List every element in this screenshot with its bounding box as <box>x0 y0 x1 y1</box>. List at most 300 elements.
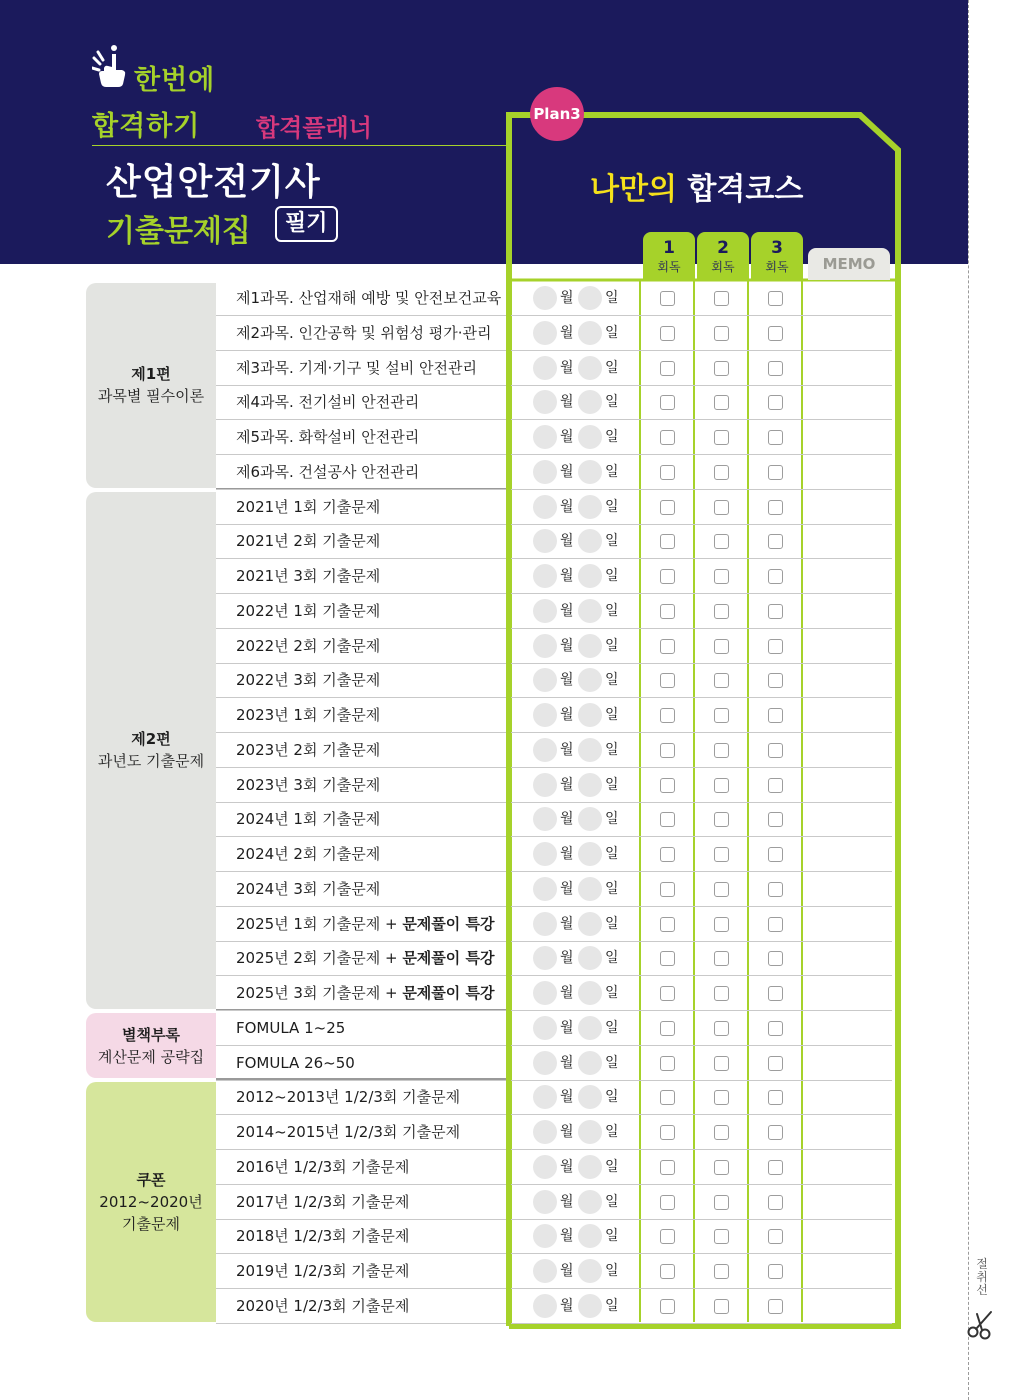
month-input[interactable] <box>533 946 557 970</box>
table-row <box>216 907 892 942</box>
month-unit: 월 <box>560 672 574 689</box>
month-input[interactable] <box>533 773 557 797</box>
month-input[interactable] <box>533 1120 557 1144</box>
table-row <box>216 1219 892 1254</box>
row-topic <box>236 1289 409 1323</box>
day-input[interactable] <box>578 946 602 970</box>
month-unit: 월 <box>560 985 574 1001</box>
month-unit: 월 <box>560 394 574 411</box>
day-input[interactable] <box>578 1051 602 1075</box>
round-2-checkbox[interactable] <box>714 395 729 410</box>
table-row <box>216 1011 892 1046</box>
topic-extra: 문제풀이 특강 <box>402 914 495 933</box>
round-3-checkbox[interactable] <box>768 604 783 619</box>
table-row <box>216 524 892 559</box>
table-row <box>216 351 892 386</box>
row-topic <box>236 1150 409 1184</box>
round-2-checkbox[interactable] <box>714 1299 729 1314</box>
table-row <box>216 490 892 525</box>
row-topic <box>236 1254 409 1288</box>
round-tab-3 <box>751 232 803 280</box>
round-1-checkbox[interactable] <box>660 1264 675 1279</box>
title-rule <box>92 145 512 146</box>
scissors-icon <box>965 1308 997 1340</box>
row-topic <box>236 733 380 767</box>
row-topic <box>236 837 380 871</box>
month-input[interactable] <box>533 495 557 519</box>
month-input[interactable] <box>533 842 557 866</box>
section-title: 쿠폰 <box>136 1170 166 1189</box>
topic-text: 제5과목. 화학설비 안전관리 <box>236 428 420 446</box>
section-title: 제1편 <box>131 365 171 384</box>
round-2-checkbox[interactable] <box>714 847 729 862</box>
round-1-checkbox[interactable] <box>660 778 675 793</box>
row-topic <box>236 629 380 663</box>
round-3-checkbox[interactable] <box>768 882 783 897</box>
round-1-checkbox[interactable] <box>660 1090 675 1105</box>
round-1-checkbox[interactable] <box>660 1021 675 1036</box>
day-input[interactable] <box>578 1085 602 1109</box>
day-input[interactable] <box>578 390 602 414</box>
round-3-checkbox[interactable] <box>768 743 783 758</box>
round-3-checkbox[interactable] <box>768 430 783 445</box>
round-3-checkbox[interactable] <box>768 1299 783 1314</box>
day-unit: 일 <box>605 463 619 480</box>
month-input[interactable] <box>533 425 557 449</box>
topic-text: 2023년 1회 기출문제 <box>236 706 381 724</box>
day-input[interactable] <box>578 1224 602 1248</box>
round-1-checkbox[interactable] <box>660 812 675 827</box>
topic-text: 2014~2015년 1/2/3회 기출문제 <box>236 1123 461 1141</box>
round-label: 회독 <box>765 260 789 274</box>
round-3-checkbox[interactable] <box>768 1125 783 1140</box>
section-label <box>86 1013 216 1079</box>
month-input[interactable] <box>533 356 557 380</box>
table-row <box>216 559 892 594</box>
day-input[interactable] <box>578 286 602 310</box>
round-3-checkbox[interactable] <box>768 708 783 723</box>
month-unit: 월 <box>560 324 574 341</box>
round-3-checkbox[interactable] <box>768 500 783 515</box>
day-unit: 일 <box>605 811 619 828</box>
round-3-checkbox[interactable] <box>768 1160 783 1175</box>
round-3-checkbox[interactable] <box>768 951 783 966</box>
day-input[interactable] <box>578 564 602 588</box>
day-unit: 일 <box>605 672 619 689</box>
topic-text: 제4과목. 전기설비 안전관리 <box>236 393 420 412</box>
row-topic <box>236 941 494 975</box>
day-input[interactable] <box>578 773 602 797</box>
pointing-hand-icon <box>92 44 132 88</box>
month-unit: 월 <box>560 1193 574 1210</box>
exam-type-badge: 필기 <box>275 206 338 242</box>
day-input[interactable] <box>578 634 602 658</box>
day-unit: 일 <box>605 394 619 411</box>
round-3-checkbox[interactable] <box>768 326 783 341</box>
table-row <box>216 837 892 872</box>
table-row <box>216 976 892 1011</box>
topic-text: 2019년 1/2/3회 기출문제 <box>236 1262 410 1280</box>
day-input[interactable] <box>578 842 602 866</box>
day-unit: 일 <box>605 359 619 376</box>
row-topic <box>236 594 380 628</box>
brand-line2: 합격하기 <box>92 111 201 142</box>
round-1-checkbox[interactable] <box>660 326 675 341</box>
topic-text: 2022년 3회 기출문제 <box>236 671 381 690</box>
day-input[interactable] <box>578 1016 602 1040</box>
topic-text: 2024년 1회 기출문제 <box>236 810 381 829</box>
round-number: 3 <box>771 238 783 258</box>
month-input[interactable] <box>533 321 557 345</box>
month-input[interactable] <box>533 564 557 588</box>
round-2-checkbox[interactable] <box>714 812 729 827</box>
round-3-checkbox[interactable] <box>768 986 783 1001</box>
month-input[interactable] <box>533 1085 557 1109</box>
round-2-checkbox[interactable] <box>714 1021 729 1036</box>
day-unit: 일 <box>605 846 619 862</box>
month-input[interactable] <box>533 877 557 901</box>
round-2-checkbox[interactable] <box>714 882 729 897</box>
month-unit: 월 <box>560 498 574 515</box>
day-unit: 일 <box>605 1124 619 1140</box>
round-1-checkbox[interactable] <box>660 951 675 966</box>
memo-tab: MEMO <box>808 248 890 280</box>
month-unit: 월 <box>560 846 574 862</box>
day-input[interactable] <box>578 912 602 936</box>
month-unit: 월 <box>560 1297 574 1314</box>
round-2-checkbox[interactable] <box>714 569 729 584</box>
row-topic <box>236 351 477 385</box>
day-unit: 일 <box>605 1089 619 1106</box>
table-row <box>216 663 892 698</box>
round-tab-2 <box>697 232 749 280</box>
month-input[interactable] <box>533 1051 557 1075</box>
month-unit: 월 <box>560 1019 574 1036</box>
table-row <box>216 733 892 768</box>
month-unit: 월 <box>560 602 574 619</box>
day-unit: 일 <box>605 602 619 619</box>
month-unit: 월 <box>560 1228 574 1245</box>
month-unit: 월 <box>560 1089 574 1106</box>
round-3-checkbox[interactable] <box>768 395 783 410</box>
round-1-checkbox[interactable] <box>660 1229 675 1244</box>
day-input[interactable] <box>578 356 602 380</box>
table-row <box>216 1080 892 1115</box>
round-2-checkbox[interactable] <box>714 1090 729 1105</box>
day-input[interactable] <box>578 1120 602 1144</box>
month-input[interactable] <box>533 1259 557 1283</box>
round-3-checkbox[interactable] <box>768 639 783 654</box>
round-label: 회독 <box>711 260 735 274</box>
month-input[interactable] <box>533 1294 557 1318</box>
topic-text: 2023년 3회 기출문제 <box>236 775 381 794</box>
round-1-checkbox[interactable] <box>660 534 675 549</box>
round-1-checkbox[interactable] <box>660 882 675 897</box>
row-divider <box>216 1323 506 1324</box>
round-3-checkbox[interactable] <box>768 1264 783 1279</box>
round-1-checkbox[interactable] <box>660 569 675 584</box>
month-unit: 월 <box>560 290 574 306</box>
round-2-checkbox[interactable] <box>714 1229 729 1244</box>
day-input[interactable] <box>578 877 602 901</box>
round-2-checkbox[interactable] <box>714 500 729 515</box>
row-topic <box>236 1115 460 1149</box>
day-input[interactable] <box>578 460 602 484</box>
month-unit: 월 <box>560 533 574 550</box>
round-1-checkbox[interactable] <box>660 1056 675 1071</box>
section-subtitle: 기출문제 <box>122 1214 180 1233</box>
row-topic <box>236 490 380 524</box>
round-2-checkbox[interactable] <box>714 986 729 1001</box>
section-title: 제2편 <box>131 730 171 749</box>
round-3-checkbox[interactable] <box>768 569 783 584</box>
month-unit: 월 <box>560 1263 574 1279</box>
day-unit: 일 <box>605 741 619 758</box>
topic-text: 2021년 2회 기출문제 <box>236 532 381 551</box>
row-topic <box>236 559 380 593</box>
round-3-checkbox[interactable] <box>768 917 783 932</box>
table-row <box>216 281 892 316</box>
round-3-checkbox[interactable] <box>768 812 783 827</box>
month-input[interactable] <box>533 1224 557 1248</box>
round-tab-1 <box>643 232 695 280</box>
table-row <box>216 1289 892 1324</box>
round-1-checkbox[interactable] <box>660 1195 675 1210</box>
round-2-checkbox[interactable] <box>714 1056 729 1071</box>
table-row <box>216 1046 892 1081</box>
day-input[interactable] <box>578 1155 602 1179</box>
day-unit: 일 <box>605 1054 619 1071</box>
month-input[interactable] <box>533 599 557 623</box>
round-label: 회독 <box>657 260 681 274</box>
row-topic <box>236 698 380 732</box>
day-unit: 일 <box>605 1228 619 1245</box>
month-unit: 월 <box>560 1124 574 1140</box>
month-input[interactable] <box>533 703 557 727</box>
row-topic <box>236 1011 345 1045</box>
day-input[interactable] <box>578 425 602 449</box>
month-input[interactable] <box>533 1190 557 1214</box>
topic-text: FOMULA 1~25 <box>236 1018 346 1037</box>
day-unit: 일 <box>605 985 619 1001</box>
round-1-checkbox[interactable] <box>660 847 675 862</box>
round-2-checkbox[interactable] <box>714 465 729 480</box>
day-unit: 일 <box>605 1158 619 1175</box>
month-input[interactable] <box>533 634 557 658</box>
day-input[interactable] <box>578 807 602 831</box>
brand-line1: 한번에 <box>134 65 216 96</box>
topic-text: 제2과목. 인간공학 및 위험성 평가·관리 <box>236 323 492 342</box>
course-title-rest: 합격코스 <box>676 172 804 207</box>
day-unit: 일 <box>605 429 619 445</box>
round-2-checkbox[interactable] <box>714 291 729 306</box>
month-unit: 월 <box>560 1158 574 1175</box>
day-input[interactable] <box>578 703 602 727</box>
month-input[interactable] <box>533 807 557 831</box>
round-1-checkbox[interactable] <box>660 673 675 688</box>
month-unit: 월 <box>560 880 574 897</box>
topic-text: 2021년 3회 기출문제 <box>236 567 381 585</box>
round-number: 2 <box>717 238 729 258</box>
day-unit: 일 <box>605 950 619 967</box>
day-unit: 일 <box>605 915 619 932</box>
round-2-checkbox[interactable] <box>714 1195 729 1210</box>
row-divider <box>511 1323 892 1324</box>
day-input[interactable] <box>578 599 602 623</box>
round-3-checkbox[interactable] <box>768 1090 783 1105</box>
day-unit: 일 <box>605 1193 619 1210</box>
day-input[interactable] <box>578 981 602 1005</box>
row-topic <box>236 455 419 489</box>
table-row <box>216 1185 892 1220</box>
day-unit: 일 <box>605 568 619 584</box>
month-input[interactable] <box>533 460 557 484</box>
section-subtitle: 계산문제 공략집 <box>97 1047 205 1066</box>
round-1-checkbox[interactable] <box>660 708 675 723</box>
round-2-checkbox[interactable] <box>714 708 729 723</box>
round-2-checkbox[interactable] <box>714 1264 729 1279</box>
round-1-checkbox[interactable] <box>660 1160 675 1175</box>
row-topic <box>236 907 494 941</box>
table-row <box>216 698 892 733</box>
table-row <box>216 1115 892 1150</box>
round-1-checkbox[interactable] <box>660 500 675 515</box>
table-row <box>216 1254 892 1289</box>
topic-text: FOMULA 26~50 <box>236 1053 355 1072</box>
topic-text: 2024년 3회 기출문제 <box>236 879 381 898</box>
month-input[interactable] <box>533 529 557 553</box>
course-title-highlight: 나만의 <box>590 172 677 207</box>
round-1-checkbox[interactable] <box>660 465 675 480</box>
section-subtitle: 과목별 필수이론 <box>97 387 205 406</box>
row-topic <box>236 872 380 906</box>
table-row <box>216 316 892 351</box>
topic-text: 2022년 2회 기출문제 <box>236 636 381 655</box>
topic-text: 2024년 2회 기출문제 <box>236 845 381 863</box>
round-number: 1 <box>663 238 675 258</box>
round-3-checkbox[interactable] <box>768 1229 783 1244</box>
round-3-checkbox[interactable] <box>768 361 783 376</box>
round-1-checkbox[interactable] <box>660 639 675 654</box>
month-input[interactable] <box>533 390 557 414</box>
round-3-checkbox[interactable] <box>768 291 783 306</box>
day-input[interactable] <box>578 321 602 345</box>
round-2-checkbox[interactable] <box>714 639 729 654</box>
row-topic <box>236 802 380 836</box>
round-3-checkbox[interactable] <box>768 1056 783 1071</box>
cut-label: 절취선 <box>976 1257 988 1297</box>
round-3-checkbox[interactable] <box>768 1021 783 1036</box>
day-unit: 일 <box>605 533 619 550</box>
round-3-checkbox[interactable] <box>768 534 783 549</box>
month-input[interactable] <box>533 1016 557 1040</box>
month-input[interactable] <box>533 738 557 762</box>
round-1-checkbox[interactable] <box>660 1125 675 1140</box>
day-input[interactable] <box>578 1190 602 1214</box>
month-unit: 월 <box>560 568 574 584</box>
month-unit: 월 <box>560 776 574 793</box>
round-3-checkbox[interactable] <box>768 673 783 688</box>
day-input[interactable] <box>578 495 602 519</box>
month-unit: 월 <box>560 429 574 445</box>
round-3-checkbox[interactable] <box>768 778 783 793</box>
section-subtitle: 과년도 기출문제 <box>97 752 205 771</box>
month-input[interactable] <box>533 1155 557 1179</box>
month-input[interactable] <box>533 668 557 692</box>
month-unit: 월 <box>560 1054 574 1071</box>
day-unit: 일 <box>605 707 619 723</box>
round-1-checkbox[interactable] <box>660 1299 675 1314</box>
round-1-checkbox[interactable] <box>660 743 675 758</box>
day-input[interactable] <box>578 668 602 692</box>
round-2-checkbox[interactable] <box>714 917 729 932</box>
day-input[interactable] <box>578 738 602 762</box>
day-unit: 일 <box>605 324 619 341</box>
topic-text: 2017년 1/2/3회 기출문제 <box>236 1192 410 1211</box>
round-1-checkbox[interactable] <box>660 291 675 306</box>
day-unit: 일 <box>605 498 619 515</box>
day-input[interactable] <box>578 1259 602 1283</box>
book-subtitle: 기출문제집 <box>106 214 251 249</box>
day-unit: 일 <box>605 776 619 793</box>
row-topic <box>236 420 419 454</box>
round-3-checkbox[interactable] <box>768 1195 783 1210</box>
month-input[interactable] <box>533 912 557 936</box>
topic-extra: 문제풀이 특강 <box>402 984 495 1002</box>
row-topic <box>236 976 494 1010</box>
month-input[interactable] <box>533 286 557 310</box>
round-1-checkbox[interactable] <box>660 361 675 376</box>
row-topic <box>236 1219 409 1253</box>
round-2-checkbox[interactable] <box>714 743 729 758</box>
topic-text: 2022년 1회 기출문제 <box>236 601 381 620</box>
topic-text: 제6과목. 건설공사 안전관리 <box>236 462 420 481</box>
round-1-checkbox[interactable] <box>660 917 675 932</box>
round-2-checkbox[interactable] <box>714 534 729 549</box>
row-topic <box>236 385 419 419</box>
month-unit: 월 <box>560 950 574 967</box>
round-2-checkbox[interactable] <box>714 673 729 688</box>
round-3-checkbox[interactable] <box>768 847 783 862</box>
row-topic <box>236 1046 355 1080</box>
day-input[interactable] <box>578 1294 602 1318</box>
table-row <box>216 420 892 455</box>
round-1-checkbox[interactable] <box>660 604 675 619</box>
round-1-checkbox[interactable] <box>660 986 675 1001</box>
round-2-checkbox[interactable] <box>714 430 729 445</box>
round-2-checkbox[interactable] <box>714 1160 729 1175</box>
day-unit: 일 <box>605 1019 619 1036</box>
round-1-checkbox[interactable] <box>660 395 675 410</box>
month-input[interactable] <box>533 981 557 1005</box>
table-row <box>216 455 892 490</box>
topic-text: 제3과목. 기계·기구 및 설비 안전관리 <box>236 358 478 377</box>
round-2-checkbox[interactable] <box>714 951 729 966</box>
round-2-checkbox[interactable] <box>714 604 729 619</box>
round-2-checkbox[interactable] <box>714 326 729 341</box>
cut-line <box>968 0 969 1400</box>
round-2-checkbox[interactable] <box>714 778 729 793</box>
round-2-checkbox[interactable] <box>714 1125 729 1140</box>
month-unit: 월 <box>560 915 574 932</box>
round-2-checkbox[interactable] <box>714 361 729 376</box>
day-input[interactable] <box>578 529 602 553</box>
round-3-checkbox[interactable] <box>768 465 783 480</box>
round-1-checkbox[interactable] <box>660 430 675 445</box>
row-topic <box>236 316 492 350</box>
topic-text: 2020년 1/2/3회 기출문제 <box>236 1296 410 1315</box>
row-topic <box>236 524 380 558</box>
